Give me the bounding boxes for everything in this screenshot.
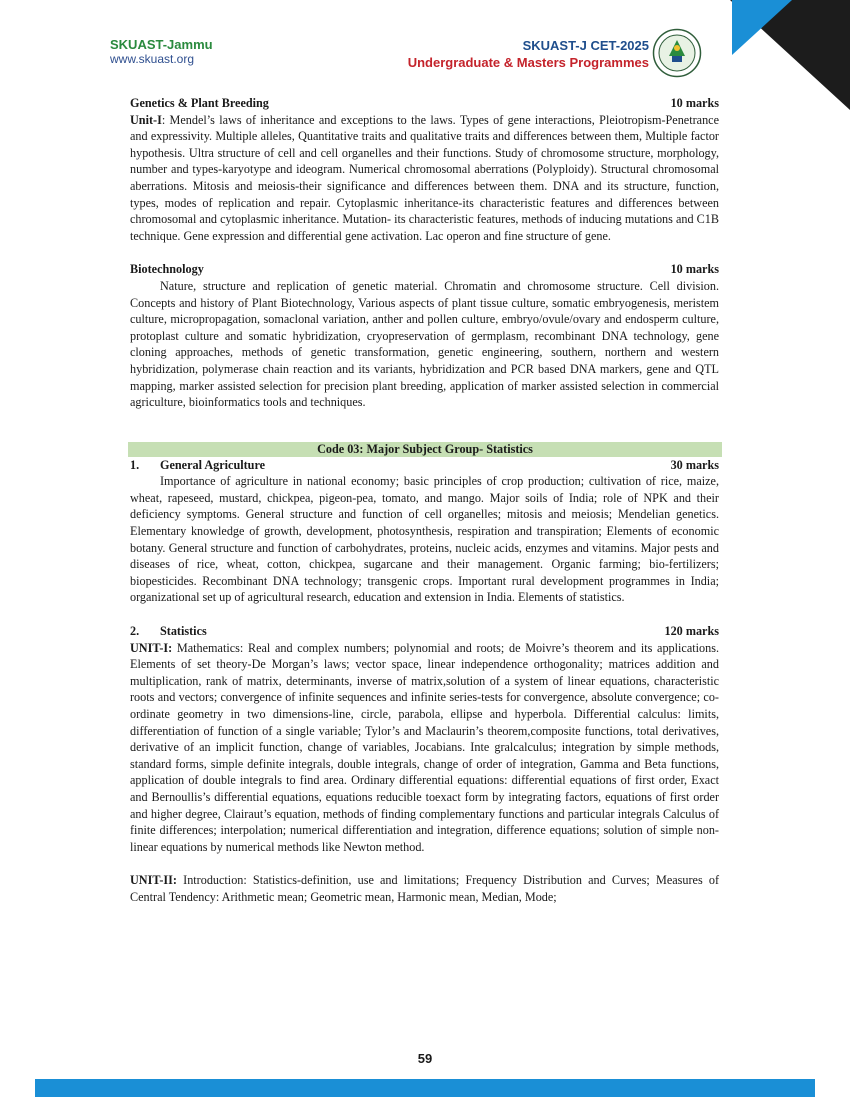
org-url[interactable]: www.skuast.org — [110, 52, 195, 66]
section-number: 2. — [130, 624, 140, 639]
header-right — [408, 38, 649, 72]
corner-triangle-decoration — [730, 0, 850, 110]
footer-bar — [35, 1079, 815, 1097]
unit-text: : Mendel’s laws of inheritance and exceptions to the laws. Types of gene interactions, Pleiotropism-Penetrance and expressivity. Multiple alleles, Quantitative traits and qualitative traits and differences between them, Multiple factor hypothesis. Ultra structure of cell and cell organelles and their functions. Study of chromosome structure, morphology, number and types-karyotype and ideogram. Numerical chromosomal aberrations (Polyploidy). Structural chromosomal aberrations. Mitosis and meiosis-their significance and differences between them. DNA and its structure, function, types, modes of replication and repair. Cytoplasmic inheritance-its characteristic features and differences between chromosomal and cytoplasmic inheritance. Mutation- its characteristic features, methods of inducing mutations and C1B technique. Gene expression and differential gene activation. Lac operon and fine structure of gene. — [130, 112, 719, 243]
unit-label: UNIT-II: — [130, 873, 177, 888]
university-seal-logo — [652, 28, 702, 78]
section-marks: 30 marks — [670, 457, 719, 472]
biotech-body: Nature, structure and replication of genetic material. Chromatin and chromosome structure. Cell division. Concepts and history of Plant Biotechnology, Various aspects of plant tissue culture, somatic embryogenesis, meristem culture, micropropagation, somaclonal variation, anther and pollen culture, embryo/ovule/ovary and endosperm culture, protoplast culture and somatic hybridization, cryopreservation of germplasm, recombinant DNA technology, gene cloning approaches, methods of genetic transformation, genetic engineering, southern, northern and western hybridization, polymerase chain reaction and its variants, hybridization and PCR based DNA markers, gene and QTL mapping, marker assisted selection for precision plant breeding, application of marker assisted selection in commercial agriculture, bioinformatics tools and techniques. — [130, 278, 719, 410]
unit-text: Introduction: Statistics-definition, use and limitations; Frequency Distribution and Curves; Measures of Central Tendency: Arithmetic mean; Geometric mean, Harmonic mean, Median, Mode; — [130, 873, 719, 904]
section-number: 1. — [130, 457, 140, 472]
section-title: Statistics — [160, 624, 207, 639]
section-marks: 120 marks — [664, 624, 719, 639]
section-title: Biotechnology — [130, 262, 204, 277]
section-marks: 10 marks — [670, 96, 719, 110]
statistics-unit1 — [130, 640, 719, 856]
unit-text: Mathematics: Real and complex numbers; polynomial and roots; de Moivre’s theorem and its applications. Elements of set theory-De Morgan’s laws; vector space, linear independence orthogonality; matrices addition and multiplication, rank of matrix, determinants, inverse of matrix,solution of a system of linear equations, characteristic roots and vectors; convergence of infinite sequences and infinite series-tests for convergence, absolute convergence; co-ordinate geometry in two dimensions-line, circle, parabola, ellipse and hyperbola. Differential calculus: limits, differentiation of function of a single variable; Tylor’s and Maclaurin’s theorem,composite functions, total derivatives, derivative of an implicit function, change of variables, Jocabians. Inte gralcalculus; integration by simple methods, standard forms, simple definite integrals, double integrals, change of order of integration, Gamma and Beta functions, application of double integrals to find area. Ordinary differential equations: differential equations of first order, Exact and Bernoullis’s differential equations, equations reducible toexact form by integrating factors, equations of first order and higher degree, Clairaut’s equation, methods of finding complementary functions and particular integrals Calculus of finite differences; interpolation; numerical differentiation and integration, difference equations; solution of simple non-linear equations by numerical methods like Newton method. — [130, 640, 719, 854]
biotech-heading — [130, 261, 719, 278]
code-heading-bar: Code 03: Major Subject Group- Statistics — [128, 442, 722, 457]
page-number: 59 — [417, 1051, 433, 1066]
header-left — [110, 38, 213, 66]
unit-label: UNIT-I: — [130, 640, 173, 655]
general-agri-body: Importance of agriculture in national economy; basic principles of crop production; cultivation of rice, maize, wheat, rapeseed, mustard, chickpea, pigeon-pea, tomato, and mango. Major soils of India; role of NPK and their deficiency symptoms. General structure and function of cell organelles; mitosis and meiosis; Mendelian genetics. Elementary knowledge of growth, development, photosynthesis, respiration and transpiration; Elements of economic botany. General structure and function of carbohydrates, proteins, nucleic acids, enzymes and vitamins. Major pests and diseases of rice, wheat, cotton, chickpea, sugarcane and their management. Organic farming; bio-fertilizers; biopesticides. Recombinant DNA technology; transgenic crops. Important rural development programmes in India; organizational set up of agricultural research, education and extension in India. Elements of statistics. — [130, 474, 719, 605]
page-content — [130, 95, 719, 906]
programmes-title: Undergraduate & Masters Programmes — [407, 55, 649, 70]
statistics-unit2 — [130, 872, 719, 905]
unit-label: Unit-I — [130, 112, 162, 127]
genetics-body — [130, 112, 719, 245]
org-name: SKUAST-Jammu — [110, 37, 213, 52]
section-title: Genetics & Plant Breeding — [130, 96, 269, 110]
section-title: General Agriculture — [160, 457, 266, 472]
genetics-heading — [130, 95, 719, 112]
statistics-heading — [130, 623, 719, 640]
exam-title: SKUAST-J CET-2025 — [522, 38, 649, 53]
section-marks: 10 marks — [670, 262, 719, 277]
general-agri-heading — [130, 457, 719, 474]
